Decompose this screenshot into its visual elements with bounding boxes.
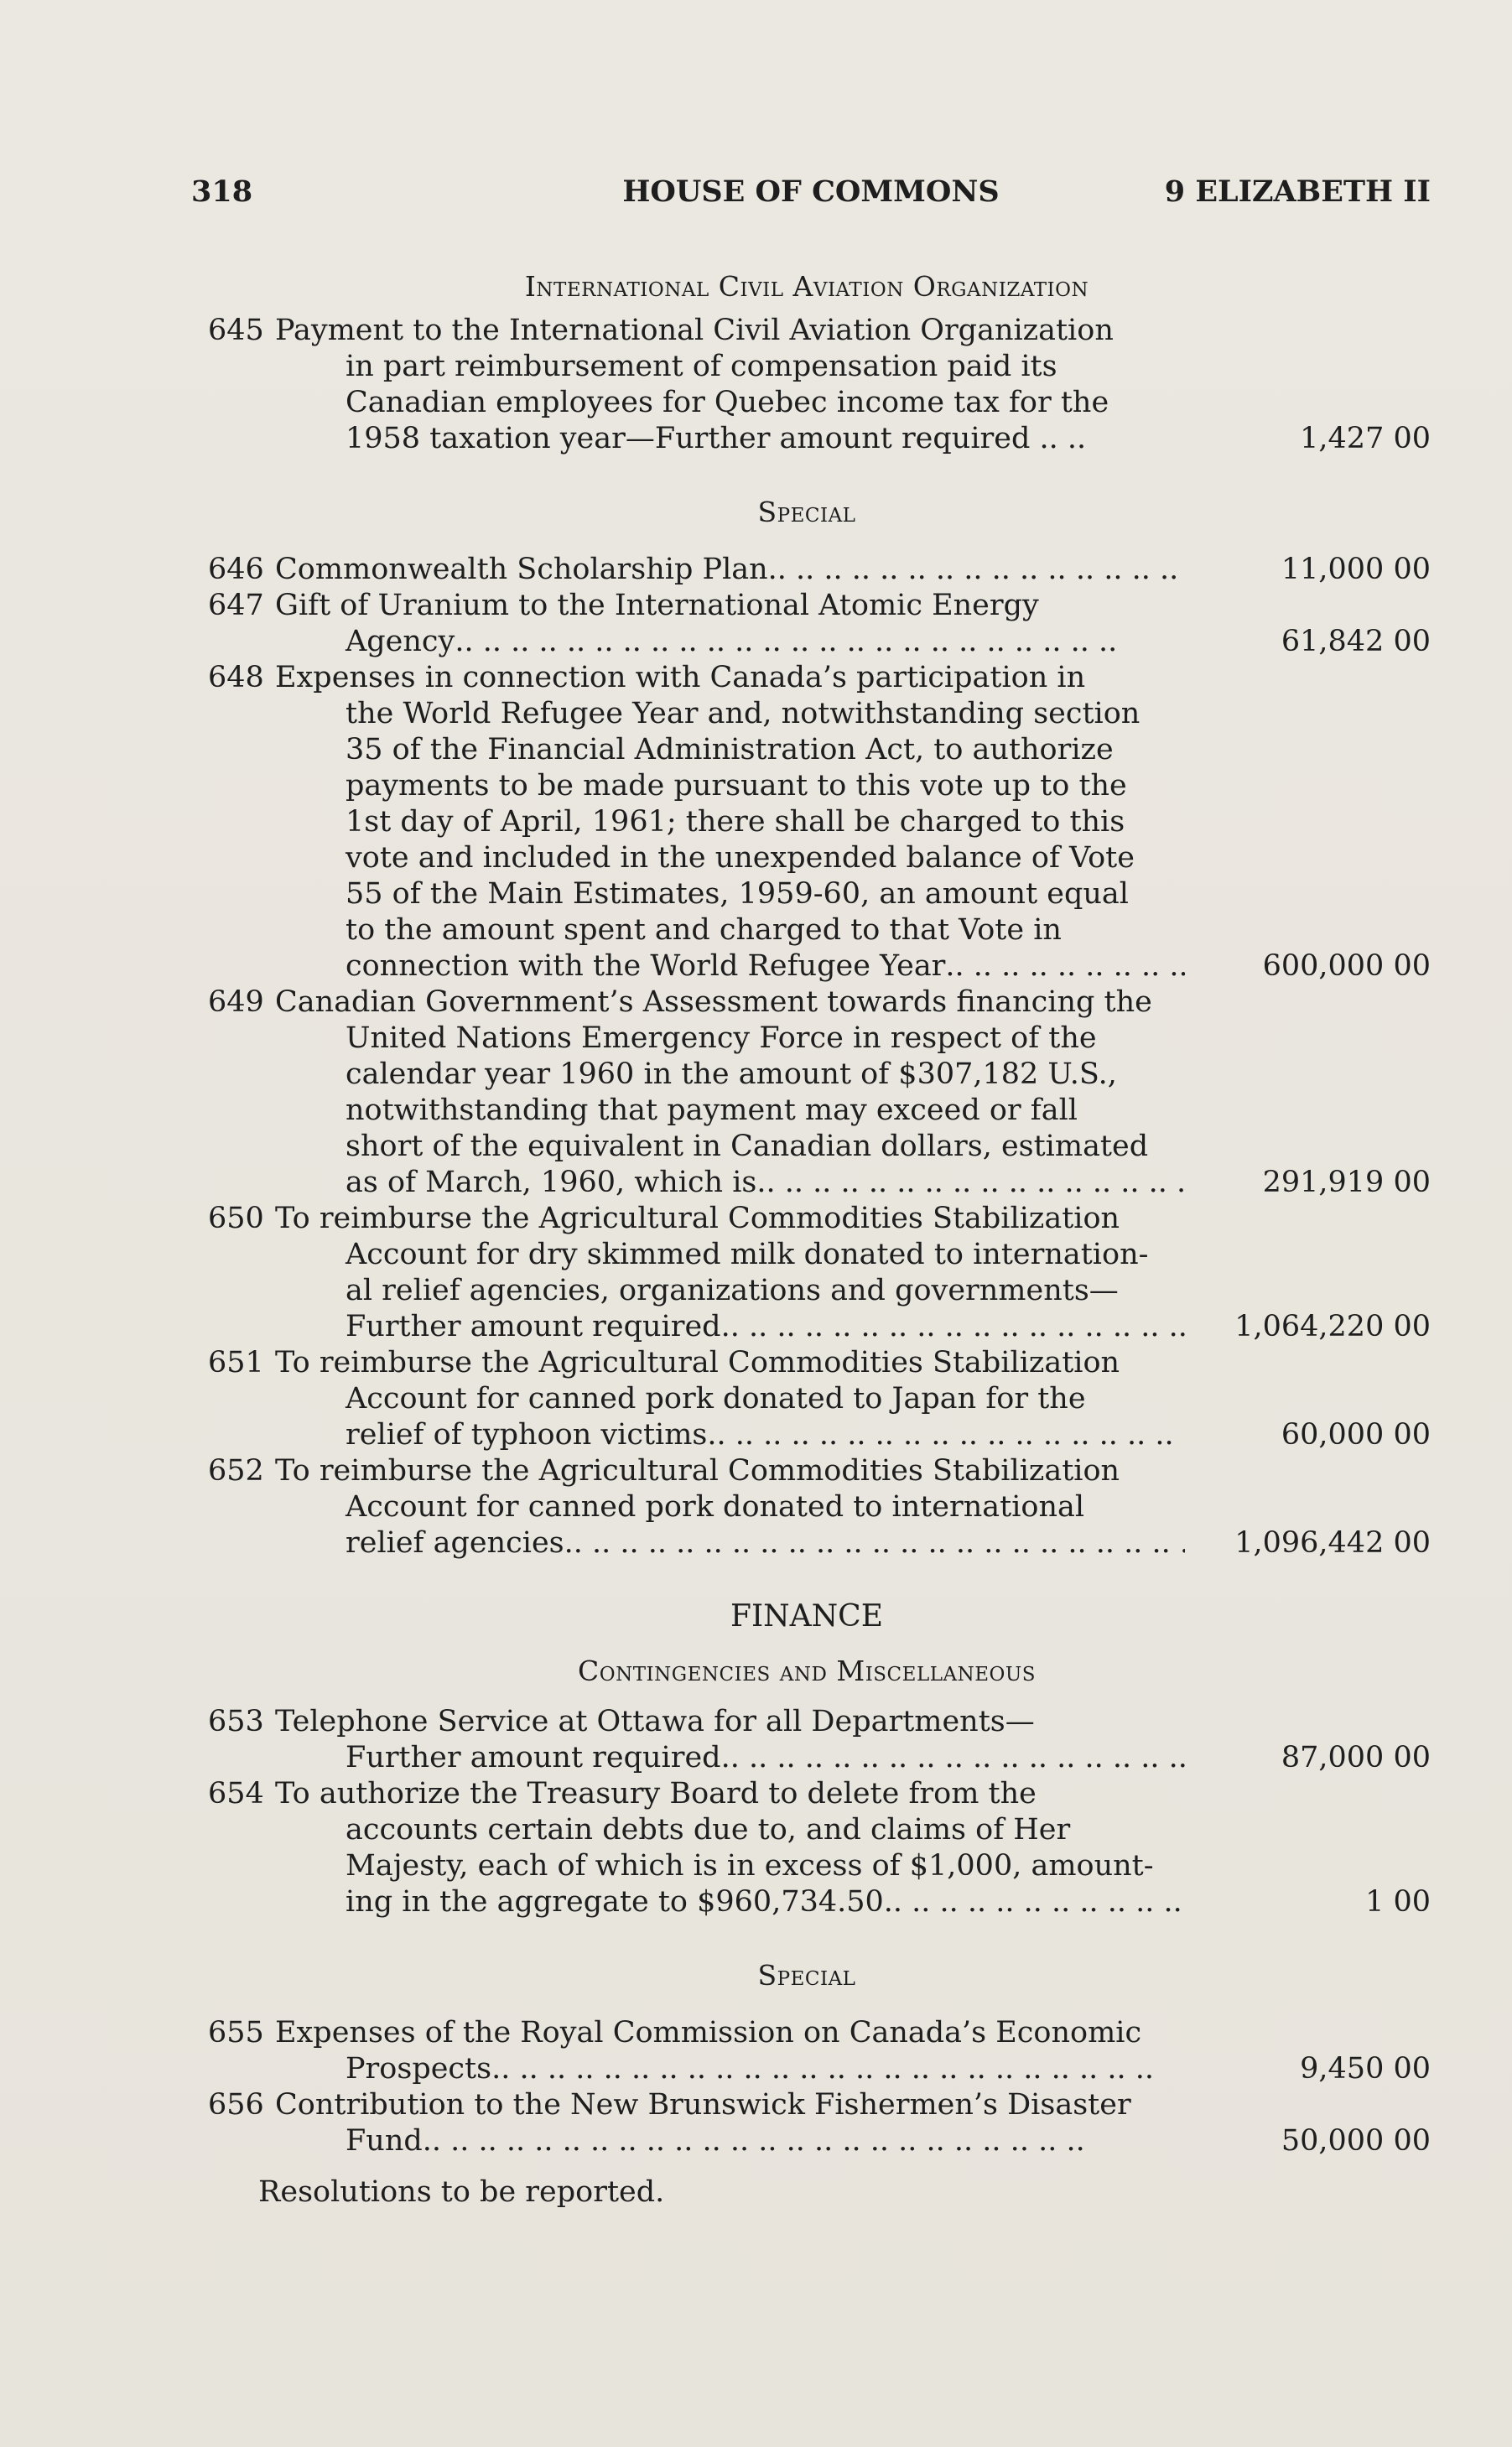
vote-645: [208, 313, 1431, 457]
section-heading-icao: International Civil Aviation Organization: [524, 270, 1089, 303]
vote-amount: 61,842 00: [1281, 625, 1431, 658]
regnal-year: 9 ELIZABETH II: [1164, 174, 1431, 209]
vote-text: 1st day of April, 1961; there shall be charged to this: [346, 805, 1125, 839]
dot-leader: [564, 1525, 1185, 1561]
dot-leader: [721, 1309, 1185, 1345]
vote-text: the World Refugee Year and, notwithstanding section: [346, 697, 1140, 730]
vote-text: Expenses of the Royal Commission on Canada’s Economic: [275, 2016, 1142, 2050]
vote-amount: 1 00: [1365, 1885, 1431, 1919]
vote-650: [208, 1201, 1431, 1345]
vote-text: Canadian employees for Quebec income tax for the: [346, 386, 1109, 419]
vote-text: To reimburse the Agricultural Commodities Stabilization: [275, 1346, 1120, 1379]
vote-text: Commonwealth Scholarship Plan: [275, 553, 768, 586]
vote-text: Canadian Government’s Assessment towards financing the: [275, 985, 1152, 1019]
vote-amount: 11,000 00: [1281, 553, 1431, 586]
vote-text: Further amount required: [346, 1741, 721, 1774]
vote-text: Fund: [346, 2124, 423, 2158]
vote-text: Gift of Uranium to the International Atomic Energy: [275, 589, 1039, 622]
vote-text: Contribution to the New Brunswick Fishermen’s Disaster: [275, 2088, 1131, 2122]
vote-number: 654: [208, 1777, 264, 1811]
section-heading-contingencies: Contingencies and Miscellaneous: [577, 1655, 1037, 1687]
dot-leader: [455, 624, 1185, 660]
dot-leader: [768, 552, 1185, 588]
vote-amount: 1,064,220 00: [1234, 1310, 1431, 1343]
vote-text: United Nations Emergency Force in respect of the: [346, 1021, 1097, 1055]
vote-text: as of March, 1960, which is: [346, 1166, 757, 1199]
vote-655: [208, 2015, 1431, 2087]
vote-text: To authorize the Treasury Board to delete from the: [275, 1777, 1037, 1811]
vote-amount: 291,919 00: [1262, 1166, 1431, 1199]
vote-text: al relief agencies, organizations and governments—: [346, 1274, 1119, 1307]
vote-amount: 1,096,442 00: [1234, 1526, 1431, 1560]
vote-number: 652: [208, 1454, 264, 1488]
vote-text: 55 of the Main Estimates, 1959-60, an amount equal: [346, 877, 1129, 911]
dot-leader: [721, 1740, 1185, 1776]
dot-leader: [491, 2051, 1185, 2087]
vote-text: relief of typhoon victims: [346, 1418, 708, 1452]
vote-text: 35 of the Financial Administration Act, to authorize: [346, 733, 1114, 766]
vote-amount: 1,427 00: [1300, 422, 1431, 455]
page-number: 318: [191, 174, 253, 209]
vote-654: [208, 1776, 1431, 1920]
vote-text: To reimburse the Agricultural Commodities Stabilization: [275, 1202, 1120, 1235]
vote-number: 649: [208, 985, 264, 1019]
vote-653: [208, 1704, 1431, 1776]
running-title: HOUSE OF COMMONS: [622, 174, 1000, 209]
vote-text: To reimburse the Agricultural Commodities Stabilization: [275, 1454, 1120, 1488]
vote-649: [208, 985, 1431, 1201]
resolutions-note: Resolutions to be reported.: [258, 2175, 665, 2209]
vote-number: 651: [208, 1346, 264, 1379]
vote-text: Further amount required: [346, 1310, 721, 1343]
vote-text: Prospects: [346, 2052, 492, 2086]
section-heading-finance: FINANCE: [730, 1599, 884, 1634]
vote-text: in part reimbursement of compensation paid its: [346, 350, 1057, 383]
dot-leader: [945, 948, 1185, 985]
vote-number: 647: [208, 589, 264, 622]
vote-text: to the amount spent and charged to that Vote in: [346, 913, 1062, 947]
vote-amount: 60,000 00: [1281, 1418, 1431, 1452]
vote-648: [208, 660, 1431, 985]
vote-number: 648: [208, 661, 264, 694]
vote-text: 1958 taxation year—Further amount required .. ..: [346, 422, 1087, 455]
vote-text: ing in the aggregate to $960,734.50: [346, 1885, 884, 1919]
vote-text: Account for canned pork donated to Japan for the: [346, 1382, 1086, 1416]
dot-leader: [423, 2123, 1185, 2159]
vote-text: connection with the World Refugee Year: [346, 949, 946, 983]
vote-text: Agency: [346, 625, 455, 658]
dot-leader: [884, 1884, 1185, 1920]
vote-number: 646: [208, 553, 264, 586]
vote-647: [208, 588, 1431, 660]
vote-text: Telephone Service at Ottawa for all Departments—: [275, 1705, 1035, 1738]
vote-text: relief agencies: [346, 1526, 564, 1560]
vote-text: vote and included in the unexpended balance of Vote: [346, 841, 1135, 875]
dot-leader: [707, 1417, 1185, 1453]
vote-text: short of the equivalent in Canadian dollars, estimated: [346, 1130, 1149, 1163]
vote-652: [208, 1453, 1431, 1561]
vote-656: [208, 2087, 1431, 2159]
vote-text: payments to be made pursuant to this vote up to the: [346, 769, 1127, 803]
vote-text: Payment to the International Civil Aviation Organization: [275, 314, 1114, 347]
dot-leader: [756, 1165, 1185, 1201]
vote-646: [208, 552, 1431, 588]
vote-text: Account for dry skimmed milk donated to internation-: [346, 1238, 1149, 1271]
vote-amount: 87,000 00: [1281, 1741, 1431, 1774]
vote-number: 645: [208, 314, 264, 347]
vote-number: 653: [208, 1705, 264, 1738]
vote-text: calendar year 1960 in the amount of $307,182 U.S.,: [346, 1057, 1117, 1091]
vote-number: 656: [208, 2088, 264, 2122]
vote-text: accounts certain debts due to, and claims of Her: [346, 1813, 1071, 1847]
vote-651: [208, 1345, 1431, 1453]
vote-text: Majesty, each of which is in excess of $1,000, amount-: [346, 1849, 1154, 1883]
section-heading-special-2: Special: [757, 1959, 856, 1992]
page-header: [191, 174, 1431, 216]
vote-amount: 600,000 00: [1262, 949, 1431, 983]
vote-number: 655: [208, 2016, 264, 2050]
vote-amount: 50,000 00: [1281, 2124, 1431, 2158]
vote-text: Account for canned pork donated to international: [346, 1490, 1085, 1524]
vote-amount: 9,450 00: [1300, 2052, 1431, 2086]
vote-text: notwithstanding that payment may exceed or fall: [346, 1094, 1078, 1127]
vote-text: Expenses in connection with Canada’s participation in: [275, 661, 1086, 694]
vote-number: 650: [208, 1202, 264, 1235]
page-content: [208, 268, 1431, 2211]
section-heading-special: Special: [757, 496, 856, 528]
